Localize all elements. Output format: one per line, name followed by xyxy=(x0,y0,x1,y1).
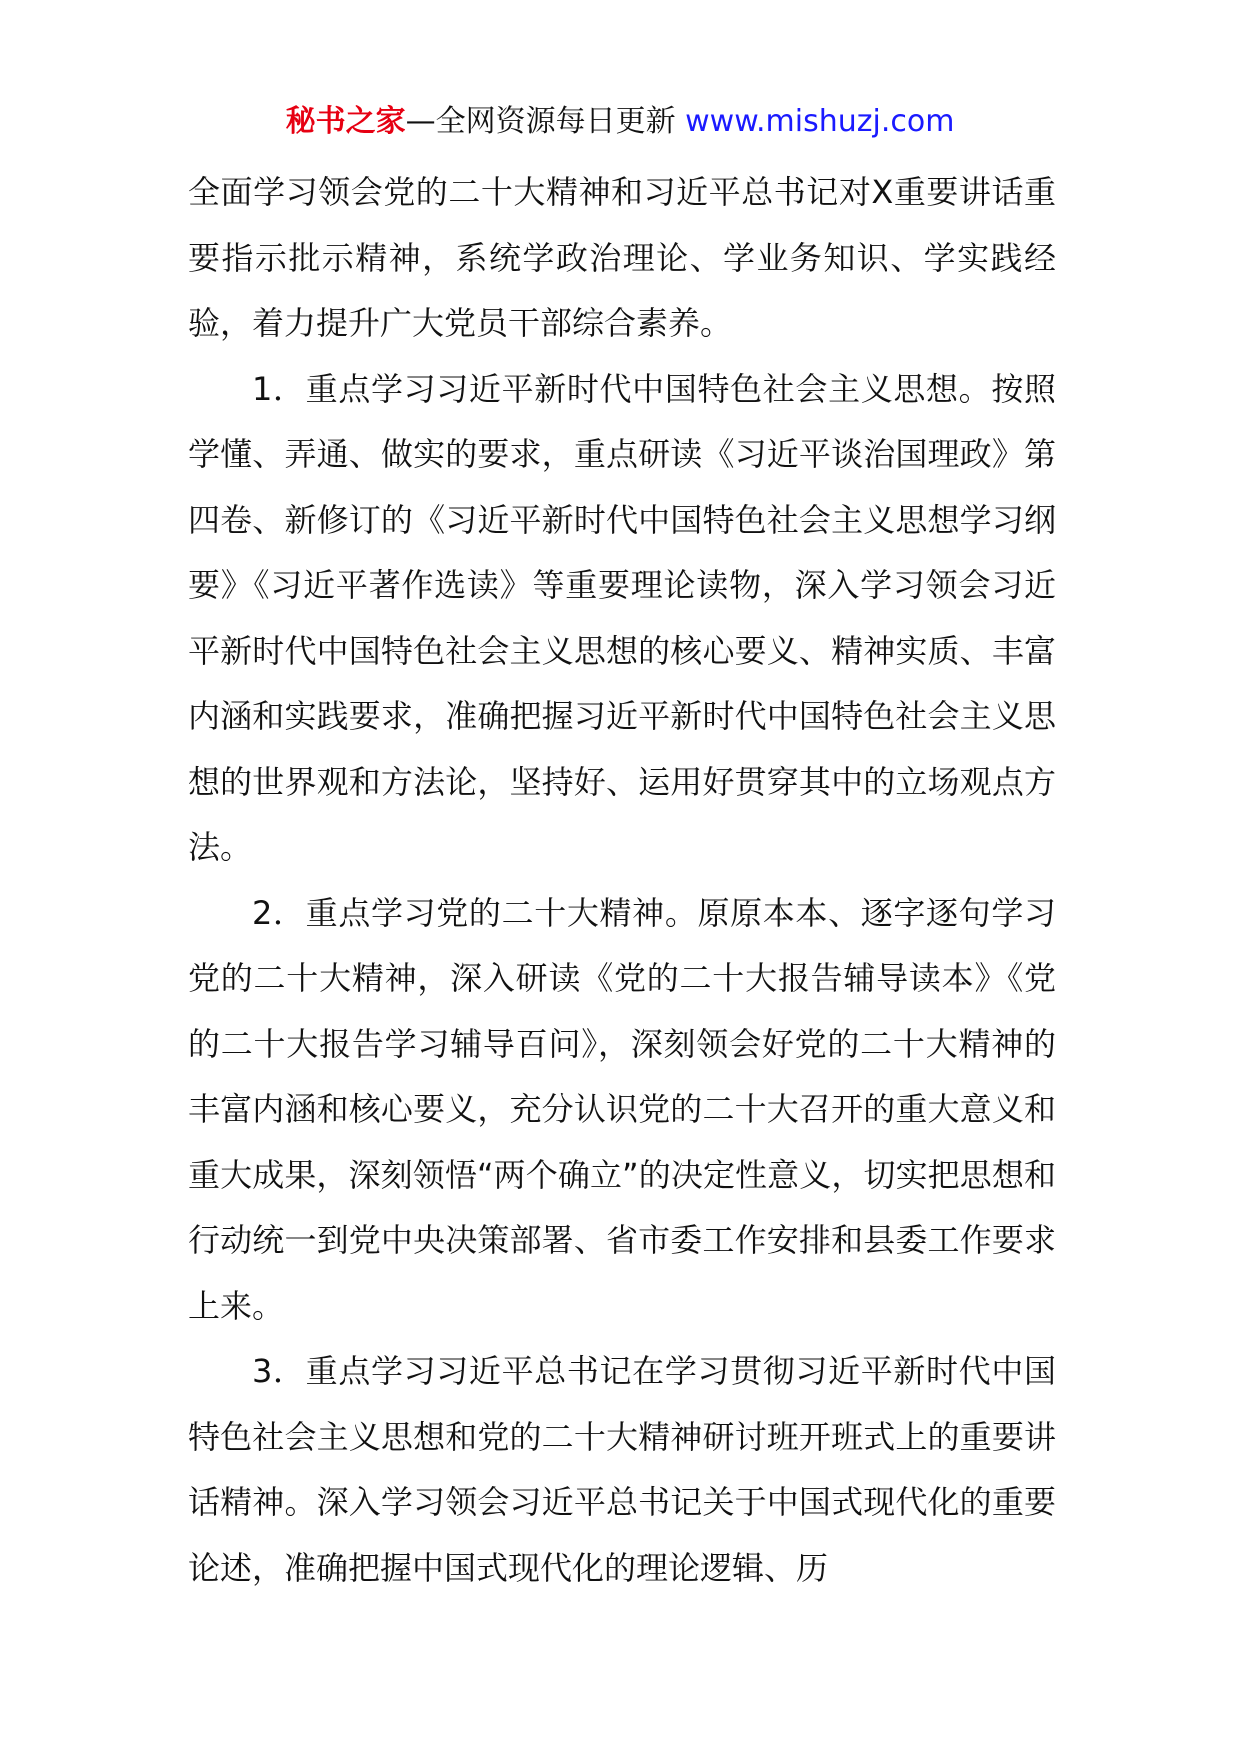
paragraph-item-2: 2．重点学习党的二十大精神。原原本本、逐字逐句学习党的二十大精神，深入研读《党的二十大报告辅导读本》《党的二十大报告学习辅导百问》，深刻领会好党的二十大精神的丰富内涵和核心要义，充分认识党的二十大召开的重大意义和重大成果，深刻领悟“两个确立”的决定性意义，切实把思想和行动统一到党中央决策部署、省市委工作安排和县委工作要求上来。 xyxy=(188,893,1056,1325)
document-body xyxy=(188,160,1056,1601)
website-link[interactable]: www.mishuzj.com xyxy=(685,104,955,139)
paragraph-item-3: 3．重点学习习近平总书记在学习贯彻习近平新时代中国特色社会主义思想和党的二十大精神研讨班开班式上的重要讲话精神。深入学习领会习近平总书记关于中国式现代化的重要论述，准确把握中国式现代化的理论逻辑、历 xyxy=(188,1352,1056,1587)
paragraph-item-1: 1．重点学习习近平新时代中国特色社会主义思想。按照学懂、弄通、做实的要求，重点研读《习近平谈治国理政》第四卷、新修订的《习近平新时代中国特色社会主义思想学习纲要》《习近平著作选读》等重要理论读物，深入学习领会习近平新时代中国特色社会主义思想的核心要义、精神实质、丰富内涵和实践要求，准确把握习近平新时代中国特色社会主义思想的世界观和方法论，坚持好、运用好贯穿其中的立场观点方法。 xyxy=(188,369,1056,866)
brand-name: 秘书之家 xyxy=(285,104,406,139)
header-slogan: —全网资源每日更新 xyxy=(405,104,676,139)
page-header xyxy=(0,102,1240,142)
paragraph-intro: 全面学习领会党的二十大精神和习近平总书记对X重要讲话重要指示批示精神，系统学政治理论、学业务知识、学实践经验，着力提升广大党员干部综合素养。 xyxy=(188,173,1056,342)
